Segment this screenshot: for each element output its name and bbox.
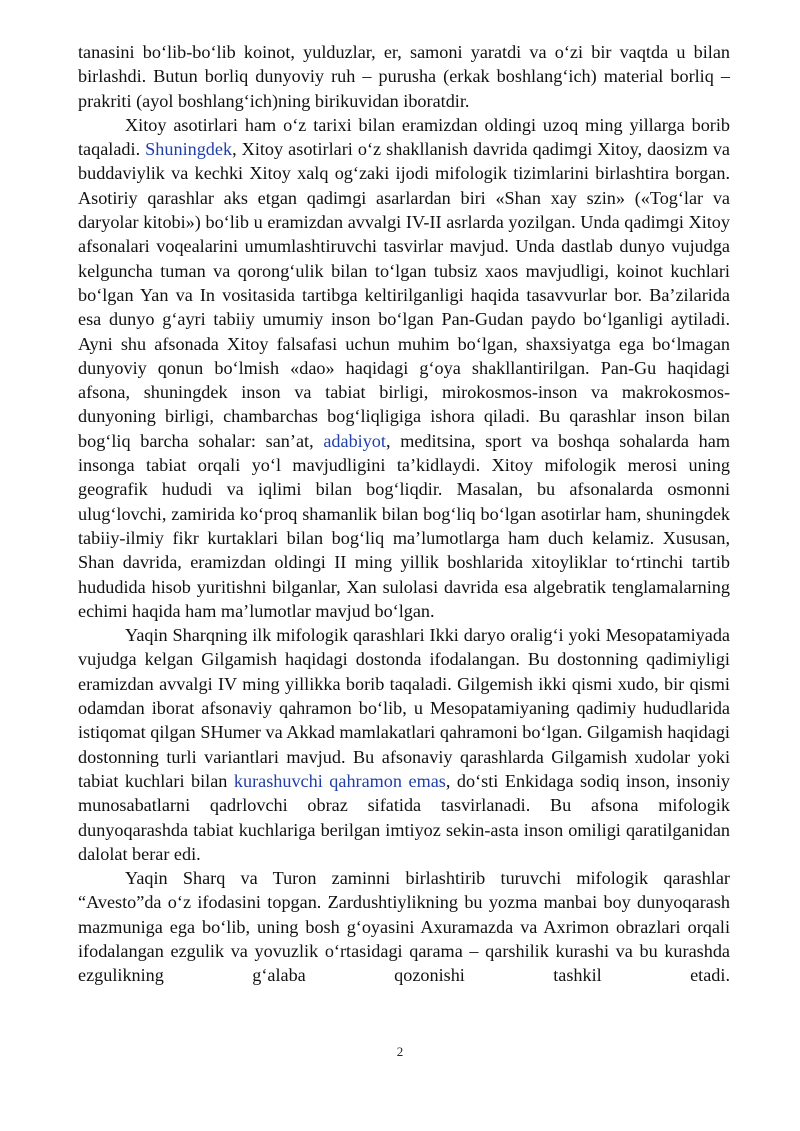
paragraph-text: , meditsina, sport va boshqa sohalarda ham insonga tabiat orqali yo‘l mavjudligini ta’kidlaydi. Xitoy mifologik merosi uning geografik hududi va iqlimi bilan bog‘liqdir. Masalan, bu afsonalarda osmonni ulug‘lovchi, zamirida ko‘proq shamanlik bilan bog‘liq bo‘lgan asotirlar ham, shuningdek tabiiy-ilmiy fikr kurtaklari bilan bog‘liq ma’lumotlarga ham duch kelamiz. Xususan, Shan davrida, eramizdan oldingi II ming yillik boshlarida xitoyliklar to‘rtinchi tartib hududida hisob yuritishni bilganlar, Xan sulolasi davrida esa algebratik tenglamalarning echimi haqida ham ma’lumotlar mavjud bo‘lgan. [78,430,730,621]
page-number: 2 [396,1044,404,1059]
body-text [78,40,730,988]
paragraph-text: Xitoy asotirlari ham o‘z tarixi bilan eramizdan oldingi uzoq ming yillarga borib taqaladi. [78,114,730,160]
paragraph-text: Yaqin Sharq va Turon zaminni birlashtirib turuvchi mifologik qarashlar “Avesto”da o‘z ifodasini topgan. Zardushtiylikning bu yozma manbai boy dunyoqarash mazmuniga ega bo‘lib, uning bosh g‘oyasini Axuramazda va Axrimon obrazlari orqali ifodalangan ezgulik va yovuzlik o‘rtasidagi qarama – qarshilik kurashi va bu kurashda ezgulikning g‘alaba qozonishi tashkil etadi. [78,868,730,986]
paragraph [78,623,730,866]
paragraph-text: , do‘sti Enkidaga sodiq inson, insoniy munosabatlarni qadrlovchi obraz sifatida tasvirlanadi. Bu afsona mifologik dunyoqarashda tabiat kuchlariga berilgan imtiyoz sekin-asta inson omiligi qaratilganidan dalolat berar edi. [78,770,730,864]
paragraph [78,40,730,113]
inline-link[interactable]: Shuningdek [145,139,233,160]
inline-link[interactable]: adabiyot [323,430,386,451]
inline-link[interactable]: kurashuvchi qahramon emas [233,770,446,791]
paragraph-text: tanasini bo‘lib-bo‘lib koinot, yulduzlar, er, samoni yaratdi va o‘zi bir vaqtda u bilan birlashdi. Butun borliq dunyoviy ruh – purusha (erkak boshlang‘ich) material borliq – prakriti (ayol boshlang‘ich)ning birikuvidan iboratdir. [78,42,730,111]
paragraph-text: Yaqin Sharqning ilk mifologik qarashlari Ikki daryo oralig‘i yoki Mesopatamiyada vujudga kelgan Gilgamish haqidagi dostonda ifodalangan. Bu dostonning qadimiyligi eramizdan avvalgi IV ming yillikka borib taqaladi. Gilgemish ikki qismi xudo, bir qismi odamdan iborat afsonaviy qahramon bo‘lib, u Mesopatamiyaning qadimiy hududlarida istiqomat qilgan SHumer va Akkad mamlakatlari qahramoni bo‘lgan. Gilgamish haqidagi dostonning turli variantlari mavjud. Bu afsonaviy qarashlarda Gilgamish xudolar yoki tabiat kuchlari bilan [78,625,730,791]
paragraph [78,866,730,987]
paragraph-text: , Xitoy asotirlari o‘z shakllanish davrida qadimgi Xitoy, daosizm va buddaviylik va kechki Xitoy xalq og‘zaki ijodi mifologik tizimlarini birlashtira borgan. Asotiriy qarashlar aks etgan qadimgi asarlardan biri «Shan xay szin» («Tog‘lar va daryolar kitobi») bo‘lib u eramizdan avvalgi IV-II asrlarda yozilgan. Unda qadimgi Xitoy afsonalari voqealarini umumlashtiruvchi tasvirlar mavjud. Unda dastlab dunyo vujudga kelguncha tuman va qorong‘ulik bilan to‘lgan tubsiz xaos mavjudligi, koinot kuchlari bo‘lgan Yan va In vositasida tartibga keltirilganligi haqida tasavvurlar bor. Ba’zilarida esa dunyo g‘ayri tabiiy umumiy inson bo‘lgan Pan-Gudan paydo bo‘lganligi aytiladi. Ayni shu afsonada Xitoy falsafasi uchun muhim bo‘lgan, shaxsiyatga ega bo‘lmagan dunyoviy qonun bo‘lmish «dao» haqidagi g‘oya shakllantirilgan. Pan-Gu haqidagi afsona, shuningdek inson va tabiat birligi, mirokosmos-inson va makrokosmos-dunyoning birligi, chambarchas bog‘liqligiga ishora qiladi. Bu qarashlar inson bilan bog‘liq barcha sohalar: san’at, [78,139,730,451]
paragraph [78,113,730,623]
